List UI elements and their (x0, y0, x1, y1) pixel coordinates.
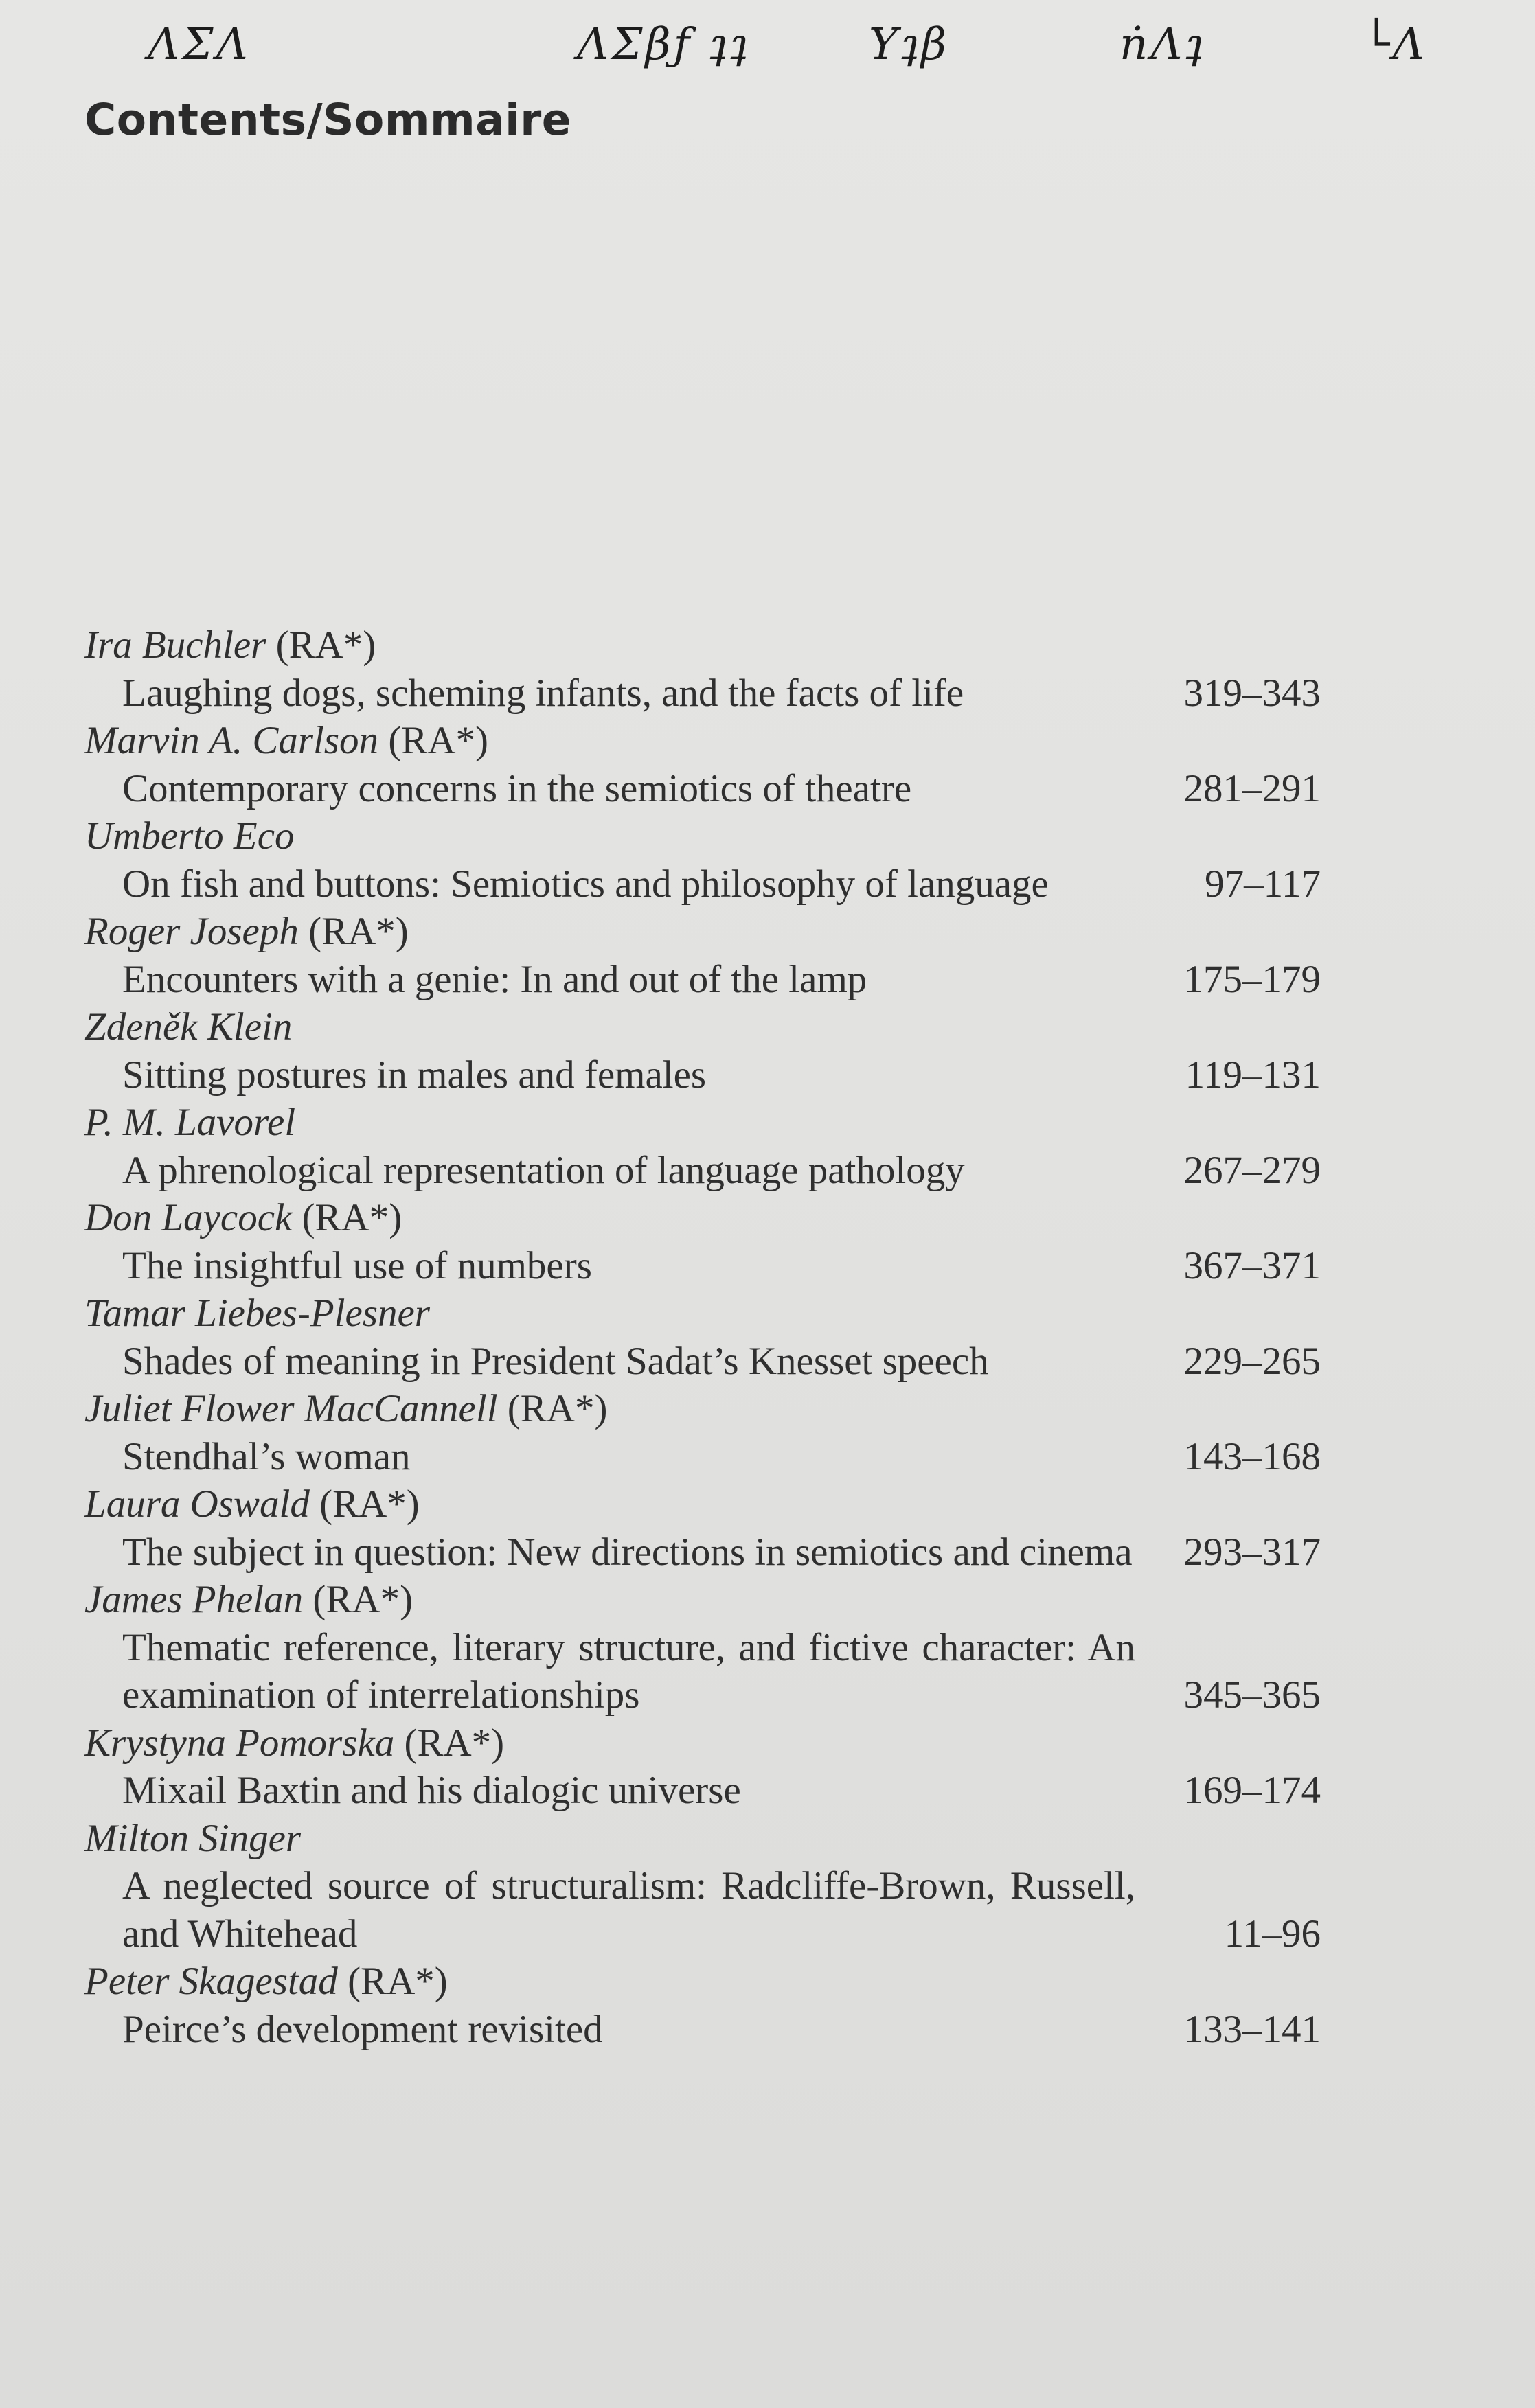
author-line (84, 1958, 1321, 2006)
page-range: 345–365 (1183, 1673, 1321, 1717)
page-range: 175–179 (1183, 957, 1321, 1001)
toc-entry (84, 1576, 1321, 1719)
toc-entry (84, 1099, 1321, 1194)
author-name: Roger Joseph (84, 910, 299, 953)
author-line (84, 717, 1321, 765)
author-line (84, 1194, 1321, 1242)
toc-entry (84, 1815, 1321, 1958)
article-title: Shades of meaning in President Sadat’s Knesset speech (122, 1339, 989, 1383)
page-title: Contents/Sommaire (84, 95, 572, 145)
page-range: 143–168 (1183, 1434, 1321, 1478)
article-title: Contemporary concerns in the semiotics of theatre (122, 766, 912, 810)
page-range: 367–371 (1183, 1243, 1321, 1287)
author-note: (RA*) (497, 1387, 608, 1430)
author-line (84, 1480, 1321, 1528)
author-name: James Phelan (84, 1578, 304, 1621)
author-note: (RA*) (378, 719, 488, 762)
title-row (84, 1528, 1321, 1576)
title-row (84, 669, 1321, 718)
toc-entry (84, 621, 1321, 717)
toc-entry (84, 1719, 1321, 1815)
author-note: (RA*) (298, 910, 409, 953)
handwritten-note: ΛΣΛ (148, 19, 251, 70)
handwritten-note: ΛΣβƒ ʇʇ (577, 19, 750, 70)
page-range: 319–343 (1183, 671, 1321, 715)
author-line (84, 1815, 1321, 1863)
article-title: The subject in question: New directions in semiotics and cinema (122, 1530, 1133, 1574)
title-row (84, 2006, 1321, 2054)
article-title: Encounters with a genie: In and out of the lamp (122, 957, 867, 1001)
toc-entry (84, 1958, 1321, 2053)
author-name: Juliet Flower MacCannell (84, 1387, 498, 1430)
toc-entry (84, 1385, 1321, 1480)
title-row (84, 860, 1321, 908)
article-title: A phrenological representation of language pathology (122, 1148, 965, 1192)
page-range: 11–96 (1224, 1912, 1321, 1956)
author-note: (RA*) (394, 1721, 505, 1765)
author-line (84, 621, 1321, 669)
page-range: 229–265 (1183, 1339, 1321, 1383)
page-range: 169–174 (1183, 1769, 1321, 1812)
title-row (84, 956, 1321, 1004)
author-note: (RA*) (303, 1578, 413, 1621)
author-line (84, 1719, 1321, 1767)
author-name: Ira Buchler (84, 623, 266, 667)
title-row (84, 1433, 1321, 1481)
title-row (84, 1051, 1321, 1099)
article-title: A neglected source of structuralism: Radcliffe-Brown, Russell, and Whitehead (122, 1864, 1135, 1956)
page-range: 267–279 (1183, 1148, 1321, 1192)
title-row (84, 1147, 1321, 1195)
title-row (84, 1767, 1321, 1815)
author-note: (RA*) (309, 1482, 420, 1526)
title-row (84, 1862, 1321, 1958)
handwritten-note: ṅΛʇ (1119, 19, 1206, 70)
author-name: Peter Skagestad (84, 1960, 338, 2003)
toc-entry (84, 1194, 1321, 1289)
author-name: Laura Oswald (84, 1482, 310, 1526)
toc-entry (84, 1480, 1321, 1576)
article-title: Laughing dogs, scheming infants, and the facts of life (122, 671, 964, 715)
author-line (84, 1576, 1321, 1624)
author-note: (RA*) (266, 623, 376, 667)
toc-entry (84, 717, 1321, 812)
article-title: The insightful use of numbers (122, 1243, 592, 1287)
author-name: Don Laycock (84, 1196, 293, 1239)
author-name: Tamar Liebes-Plesner (84, 1292, 430, 1335)
title-row (84, 1338, 1321, 1386)
article-title: Mixail Baxtin and his dialogic universe (122, 1769, 741, 1812)
author-name: Zdeněk Klein (84, 1005, 293, 1048)
article-title: Peirce’s development revisited (122, 2007, 603, 2051)
author-note: (RA*) (337, 1960, 448, 2003)
article-title: On fish and buttons: Semiotics and philosophy of language (122, 862, 1049, 906)
author-name: Krystyna Pomorska (84, 1721, 395, 1765)
article-title: Thematic reference, literary structure, and fictive character: An examination of interrelationships (122, 1625, 1135, 1717)
article-title: Sitting postures in males and females (122, 1053, 707, 1097)
page-range: 281–291 (1183, 766, 1321, 810)
title-row (84, 765, 1321, 813)
author-line (84, 908, 1321, 956)
toc-entry (84, 812, 1321, 908)
author-note: (RA*) (292, 1196, 402, 1239)
toc-entry (84, 1003, 1321, 1099)
article-title: Stendhal’s woman (122, 1434, 411, 1478)
title-row (84, 1624, 1321, 1719)
author-name: Marvin A. Carlson (84, 719, 379, 762)
author-line (84, 1099, 1321, 1147)
toc-entry (84, 1289, 1321, 1385)
table-of-contents (84, 621, 1321, 2053)
author-line (84, 812, 1321, 860)
author-name: Milton Singer (84, 1816, 302, 1860)
page-range: 119–131 (1185, 1053, 1321, 1097)
toc-entry (84, 908, 1321, 1003)
page-range: 293–317 (1183, 1530, 1321, 1574)
author-name: Umberto Eco (84, 814, 295, 858)
page-range: 133–141 (1183, 2007, 1321, 2051)
author-line (84, 1003, 1321, 1051)
author-name: P. M. Lavorel (84, 1101, 296, 1144)
title-row (84, 1242, 1321, 1290)
handwritten-note: Υʇβ (869, 19, 949, 70)
handwritten-annotations (0, 7, 1535, 82)
author-line (84, 1289, 1321, 1338)
author-line (84, 1385, 1321, 1433)
handwritten-note: └Λ (1363, 19, 1427, 70)
page-range: 97–117 (1205, 862, 1321, 906)
